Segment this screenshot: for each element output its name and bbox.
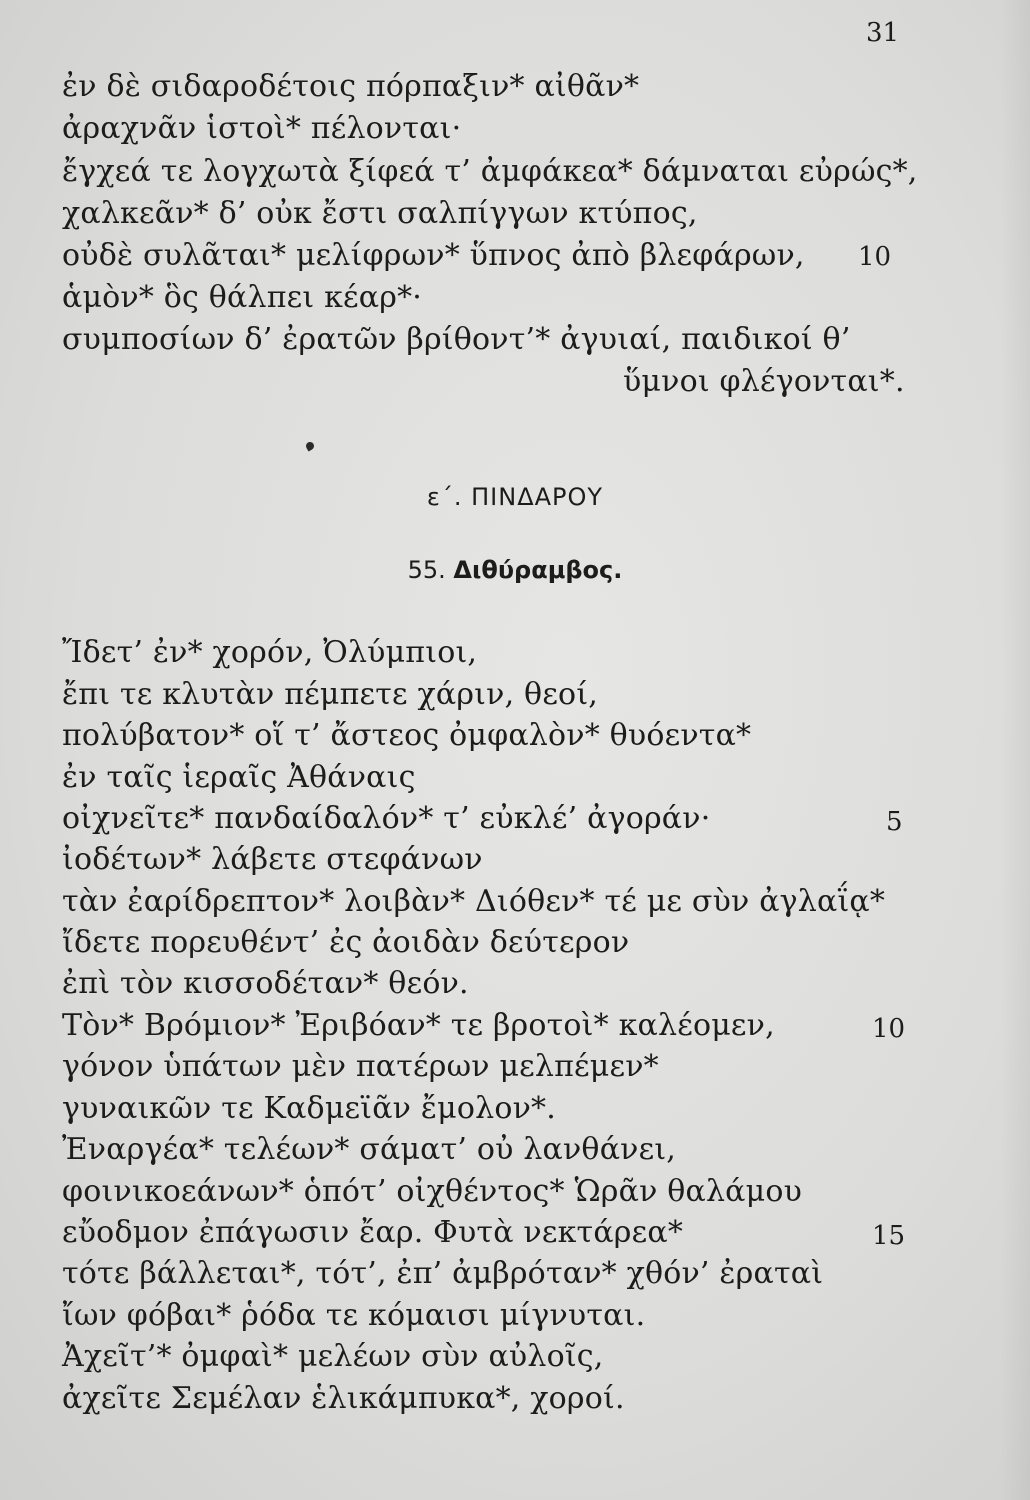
ink-mark (305, 441, 316, 452)
verse-line: Ἐναργέα* τελέων* σάματ’ οὐ λανθάνει, (62, 1132, 677, 1167)
verse-line: ἴδετε πορευθέντ’ ἐς ἀοιδὰν δεύτερον (62, 925, 630, 960)
verse-line: ἐν ταῖς ἱεραῖς Ἀθάναις (62, 760, 416, 795)
verse-line: τὰν ἐαρίδρεπτον* λοιβὰν* Διόθεν* τέ με σὺν ἀγλαΐᾳ* (62, 884, 886, 919)
poem-title (0, 556, 1030, 584)
verse-line: οἰχνεῖτε* πανδαίδαλόν* τ’ εὐκλέ’ ἀγοράν· (62, 801, 711, 836)
verse-line: εὔοδμον ἐπάγωσιν ἔαρ. Φυτὰ νεκτάρεα* (62, 1215, 684, 1250)
verse-line: Ἀχεῖτ’* ὀμφαὶ* μελέων σὺν αὐλοῖς, (62, 1339, 604, 1374)
page-number: 31 (866, 18, 900, 48)
verse-line: πολύβατον* οἵ τ’ ἄστεος ὀμφαλὸν* θυόεντα* (62, 718, 752, 753)
section-heading: ε΄. ΠΙΝΔΑΡΟΥ (426, 483, 604, 511)
verse-line: χαλκεᾶν* δ’ οὐκ ἔστι σαλπίγγων κτύπος, (62, 196, 698, 231)
verse-line: ἐν δὲ σιδαροδέτοις πόρπαξιν* αἰθᾶν* (62, 69, 640, 104)
verse-line: τότε βάλλεται*, τότ’, ἐπ’ ἀμβρόταν* χθόν’ ἐραταὶ (62, 1256, 824, 1291)
verse-line: οὐδὲ συλᾶται* μελίφρων* ὕπνος ἀπὸ βλεφάρων, (62, 238, 805, 273)
line-number: 10 (858, 242, 892, 272)
verse-line: ἁμὸν* ὃς θάλπει κέαρ*· (62, 280, 423, 315)
verse-line: ἴων φόβαι* ῥόδα τε κόμαισι μίγνυται. (62, 1298, 646, 1333)
verse-line: ἔγχεά τε λογχωτὰ ξίφεά τ’ ἀμφάκεα* δάμναται εὐρώς*, (62, 154, 918, 189)
verse-line: γόνον ὑπάτων μὲν πατέρων μελπέμεν* (62, 1049, 659, 1084)
verse-line: συμποσίων δ’ ἐρατῶν βρίθοντ’* ἀγυιαί, παιδικοί θ’ (62, 322, 851, 357)
verse-line: ἔπι τε κλυτὰν πέμπετε χάριν, θεοί, (62, 677, 599, 712)
verse-line: ἐπὶ τὸν κισσοδέταν* θεόν. (62, 966, 469, 1001)
verse-line: ἀραχνᾶν ἱστοὶ* πέλονται· (62, 111, 462, 146)
verse-line: φοινικοεάνων* ὁπότ’ οἰχθέντος* Ὡρᾶν θαλάμου (62, 1174, 803, 1209)
verse-line: Ἴδετ’ ἐν* χορόν, Ὀλύμπιοι, (62, 635, 478, 670)
verse-line: ἀχεῖτε Σεμέλαν ἑλικάμπυκα*, χοροί. (62, 1381, 625, 1416)
line-number: 10 (872, 1014, 906, 1044)
verse-line: ὕμνοι φλέγονται*. (623, 364, 905, 399)
line-number: 15 (872, 1221, 906, 1251)
page-edge-shadow (1000, 0, 1030, 1500)
verse-line: γυναικῶν τε Καδμεϊᾶν ἔμολον*. (62, 1091, 556, 1126)
poem-name: Διθύραμβος. (453, 556, 623, 584)
poem-number: 55. (407, 556, 446, 584)
verse-line: Τὸν* Βρόμιον* Ἐριβόαν* τε βροτοὶ* καλέομεν, (62, 1008, 775, 1043)
line-number: 5 (886, 807, 903, 837)
verse-line: ἰοδέτων* λάβετε στεφάνων (62, 842, 483, 877)
